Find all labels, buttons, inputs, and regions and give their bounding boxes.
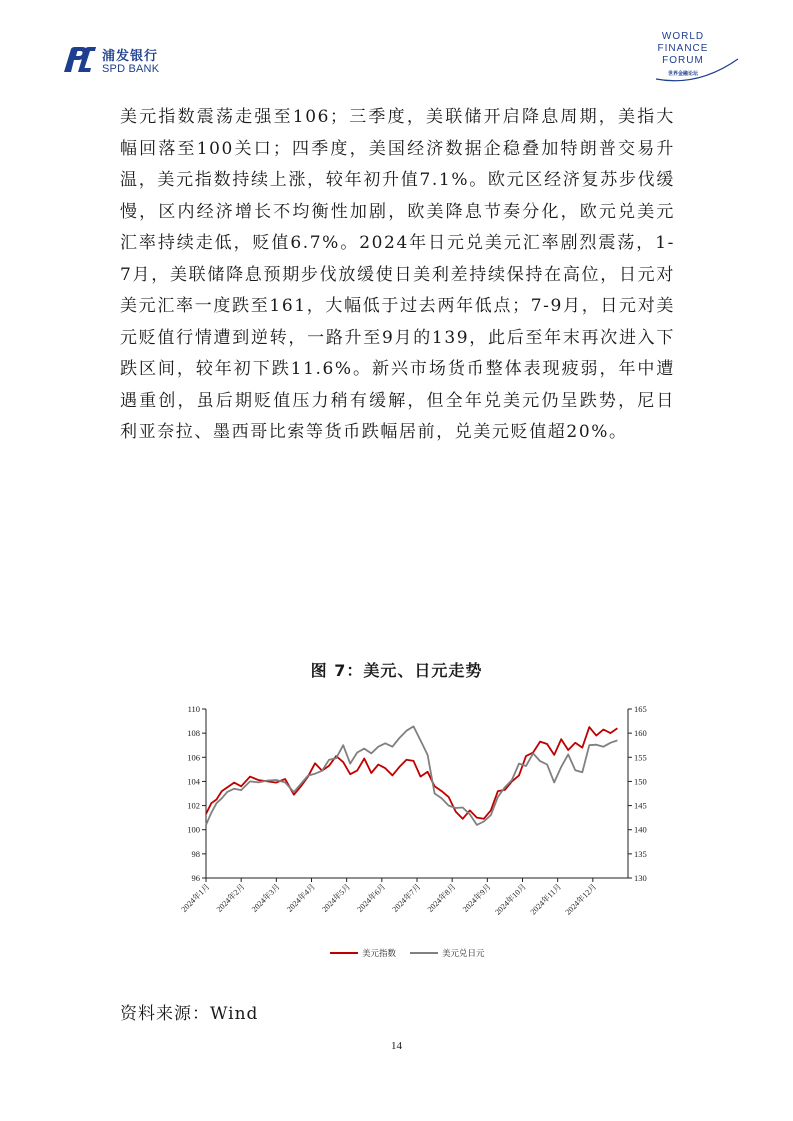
body-paragraph xyxy=(120,102,675,449)
x-tick-label: 2024年8月 xyxy=(425,882,458,914)
y-right-tick-label: 135 xyxy=(634,848,647,859)
series-line-usd-jpy xyxy=(206,726,617,825)
wff-swoosh-icon xyxy=(648,27,740,97)
page-number: 14 xyxy=(391,1040,402,1052)
wff-line-3: FORUM xyxy=(662,55,704,66)
page-header xyxy=(0,0,793,100)
y-left-tick-label: 102 xyxy=(187,800,200,811)
legend-label: 美元指数 xyxy=(362,948,397,958)
y-left-tick-label: 96 xyxy=(191,873,200,883)
wff-logo xyxy=(648,27,740,97)
y-right-tick-label: 145 xyxy=(634,800,647,811)
x-tick-label: 2024年4月 xyxy=(285,882,317,914)
series-line-usd-index xyxy=(206,727,617,819)
source-note: 资料来源：Wind xyxy=(120,1004,259,1024)
x-tick-label: 2024年7月 xyxy=(390,882,423,914)
x-tick-label: 2024年2月 xyxy=(214,882,247,914)
y-right-tick-label: 155 xyxy=(634,752,647,763)
x-tick-label: 2024年9月 xyxy=(460,882,493,914)
wff-name-cn: 世界金融论坛 xyxy=(667,71,698,77)
x-tick-label: 2024年12月 xyxy=(563,882,599,917)
y-left-tick-label: 104 xyxy=(187,776,200,787)
body-paragraph-text: 美元指数震荡走强至106；三季度，美联储开启降息周期，美指大幅回落至100关口；四季度，美国经济数据企稳叠加特朗普交易升温，美元指数持续上涨，较年初升值7.1%。欧元区经济复苏步伐缓慢，区内经济增长不均衡性加剧，欧美降息节奏分化，欧元兑美元汇率持续走低，贬值6.7%。2024年日元兑美元汇率剧烈震荡，1-7月，美联储降息预期步伐放缓使日美利差持续保持在高位，日元对美元汇率一度跌至161，大幅低于过去两年低点；7-9月，日元对美元贬值行情遭到逆转，一路升至9月的139，此后至年末再次进入下跌区间，较年初下跌11.6%。新兴市场货币整体表现疲弱，年中遭遇重创，虽后期贬值压力稍有缓解，但全年兑美元仍呈跌势，尼日利亚奈拉、墨西哥比索等货币跌幅居前，兑美元贬值超20%。 xyxy=(120,107,675,442)
x-tick-label: 2024年3月 xyxy=(249,882,282,914)
y-left-tick-label: 100 xyxy=(187,824,200,835)
legend-label: 美元兑日元 xyxy=(442,948,485,958)
y-right-tick-label: 140 xyxy=(634,824,647,835)
wff-line-2: FINANCE xyxy=(657,43,709,54)
x-tick-label: 2024年6月 xyxy=(355,882,388,914)
x-tick-label: 2024年11月 xyxy=(528,882,564,917)
y-right-tick-label: 160 xyxy=(634,728,647,739)
wff-line-1: WORLD xyxy=(661,31,705,42)
usd-jpy-line-chart xyxy=(160,696,647,968)
x-tick-label: 2024年5月 xyxy=(320,882,353,914)
y-right-tick-label: 150 xyxy=(634,776,647,787)
spd-bank-name-cn: 浦发银行 xyxy=(102,49,159,64)
spd-bank-name-en: SPD BANK xyxy=(102,63,160,75)
y-left-tick-label: 108 xyxy=(187,728,200,739)
y-left-tick-label: 106 xyxy=(187,752,200,763)
figure-title: 图 7：美元、日元走势 xyxy=(310,661,483,680)
spd-logo-icon xyxy=(62,46,98,74)
y-right-tick-label: 165 xyxy=(634,704,647,714)
y-right-tick-label: 130 xyxy=(634,873,647,883)
y-left-tick-label: 98 xyxy=(191,848,200,859)
x-tick-label: 2024年1月 xyxy=(179,882,212,914)
x-tick-label: 2024年10月 xyxy=(493,882,528,917)
y-left-tick-label: 110 xyxy=(187,704,200,714)
